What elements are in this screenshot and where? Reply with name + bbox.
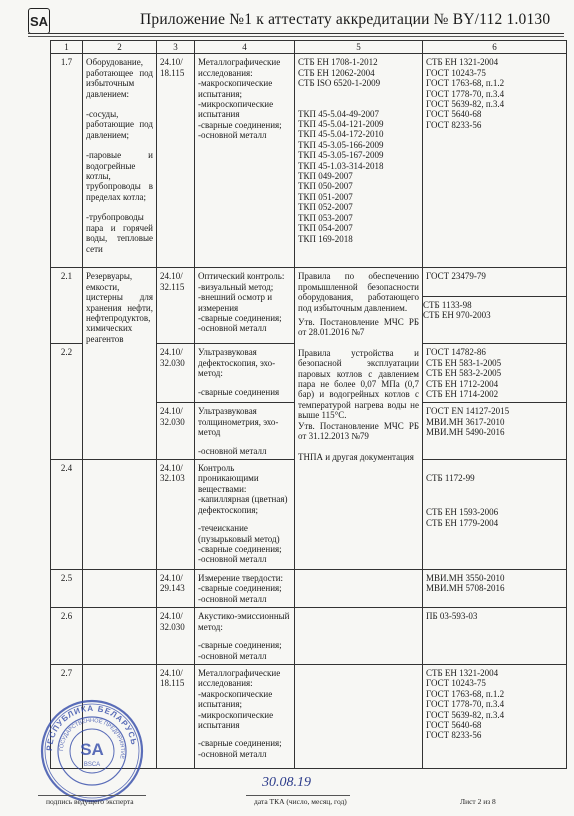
test-doc: ГОСТ 1778-70, п.3.4 xyxy=(426,88,505,99)
test-doc: МВИ.МН 3617-2010 xyxy=(426,416,505,427)
characteristic-cell xyxy=(195,460,295,570)
method-doc: СТБ ЕН 1708-1-2012 xyxy=(298,57,378,68)
code-cell: 24.10/ 29.143 xyxy=(157,570,195,608)
characteristic-line: -микроскопические испытания xyxy=(198,99,274,120)
method-doc: ТКП 45-1.03-314-2018 xyxy=(298,160,384,171)
test-doc: ГОСТ 5640-68 xyxy=(426,109,482,120)
logo: SA xyxy=(28,8,50,34)
date-line xyxy=(246,795,350,796)
test-doc: СТБ ЕН 1779-2004 xyxy=(426,517,499,528)
characteristic-line: -макроскопические испытания; xyxy=(198,688,273,710)
test-docs-cell xyxy=(423,664,567,768)
row-number: 1.7 xyxy=(51,54,83,268)
characteristic-cell xyxy=(195,608,295,665)
characteristic-line: Ультразвуковая толщинометрия, эхо-метод xyxy=(198,406,279,438)
test-docs-cell xyxy=(423,403,567,460)
test-doc: СТБ ЕН 1321-2004 xyxy=(426,57,499,68)
test-doc: СТБ ЕН 1712-2004 xyxy=(426,378,499,389)
method-doc: ТКП 45-3.05-166-2009 xyxy=(298,139,384,150)
signature-label: подпись ведущего эксперта xyxy=(46,797,134,806)
object-line: Оборудование, работающее под избыточным давлением: xyxy=(86,57,153,99)
characteristic-cell xyxy=(195,664,295,768)
table-row xyxy=(51,268,567,344)
test-docs-cell xyxy=(423,570,567,608)
col-number-4: 4 xyxy=(195,41,295,54)
col-number-3: 3 xyxy=(157,41,195,54)
row-number: 2.1 xyxy=(51,268,83,344)
characteristic-line: Металлографические исследования: xyxy=(198,667,281,689)
test-doc: МВИ.МН 5708-2016 xyxy=(426,583,505,594)
characteristic-line: -капиллярная (цветная) дефектоскопия; xyxy=(198,494,288,515)
characteristic-line: -основной металл xyxy=(198,554,267,565)
method-docs-cell-empty xyxy=(295,664,423,768)
method-doc: ТКП 053-2007 xyxy=(298,212,353,223)
method-doc: ТНПА и другая документация xyxy=(298,451,414,462)
method-doc: ТКП 45-5.04-121-2009 xyxy=(298,119,384,130)
object-cell xyxy=(83,54,157,268)
method-doc: СТБ ISO 6520-1-2009 xyxy=(298,78,381,89)
col-number-2: 2 xyxy=(83,41,157,54)
characteristic-line: -течеискание (пузырьковый метод) xyxy=(198,523,280,544)
characteristic-line: -сварные соединения; xyxy=(198,119,282,130)
method-doc: ТКП 45-3.05-167-2009 xyxy=(298,150,384,161)
test-docs-cell xyxy=(423,460,567,570)
characteristic-cell xyxy=(195,268,295,344)
object-cell: Резервуары, емкости, цистерны для хранения нефти, нефтепродуктов, химических реагентов xyxy=(83,268,157,460)
object-cell-empty xyxy=(83,608,157,665)
col-number-5: 5 xyxy=(295,41,423,54)
method-doc: ТКП 049-2007 xyxy=(298,171,353,182)
test-doc: ГОСТ 1778-70, п.3.4 xyxy=(426,699,505,710)
signature-line xyxy=(38,795,146,796)
test-doc: ГОСТ 10243-75 xyxy=(426,67,486,78)
method-doc: ТКП 169-2018 xyxy=(298,233,353,244)
test-doc: ГОСТ 23479-79 xyxy=(426,271,486,282)
method-doc: Утв. Постановление МЧС РБ от 31.12.2013 №79 xyxy=(298,420,419,442)
test-doc: ГОСТ 1763-68, п.1.2 xyxy=(426,688,505,699)
code-cell: 24.10/ 32.030 xyxy=(157,608,195,665)
method-docs-cell xyxy=(295,54,423,268)
test-doc: ГОСТ 8233-56 xyxy=(426,730,482,741)
object-line: -сосуды, работающие под давлением; xyxy=(86,109,153,140)
code-cell: 24.10/ 32.115 xyxy=(157,268,195,344)
test-doc: ГОСТ 5640-68 xyxy=(426,719,482,730)
table-row xyxy=(51,570,567,608)
test-doc: СТБ ЕН 1321-2004 xyxy=(426,667,499,678)
stamp-center-sub: BSCA xyxy=(83,762,101,768)
method-doc: ТКП 050-2007 xyxy=(298,181,353,192)
code-cell: 24.10/ 32.030 xyxy=(157,344,195,403)
characteristic-line: -сварные соединения xyxy=(198,386,280,397)
test-doc: ГОСТ 14782-86 xyxy=(426,347,486,358)
row-number: 2.4 xyxy=(51,460,83,570)
method-doc: Правила по обеспечению промышленной безопасности оборудования, работающего под избыточным давлением. xyxy=(298,271,419,313)
characteristic-line: Измерение твердости: xyxy=(198,573,284,584)
characteristic-line: Акустико-эмиссионный метод: xyxy=(198,611,290,632)
object-line: -трубопроводы пара и горячей воды, тепловые сети xyxy=(86,212,153,254)
object-cell-empty xyxy=(83,570,157,608)
page-number: Лист 2 из 8 xyxy=(460,797,496,806)
test-doc: МВИ.МН 5490-2016 xyxy=(426,427,505,438)
characteristic-line: Металлографические исследования: xyxy=(198,57,281,78)
row-number: 2.2 xyxy=(51,344,83,460)
characteristic-line: -основной металл xyxy=(198,445,267,456)
row-number: 2.7 xyxy=(51,664,83,768)
table-row xyxy=(51,608,567,665)
test-doc: ПБ 03-593-03 xyxy=(426,611,478,622)
test-doc: ГОСТ 10243-75 xyxy=(426,678,486,689)
method-docs-cell-empty xyxy=(295,570,423,608)
characteristic-line: -микроскопические испытания xyxy=(198,709,274,730)
test-doc: СТБ ЕН 583-1-2005 xyxy=(426,357,502,368)
method-doc: Правила устройства и безопасной эксплуатации паровых котлов с давлением пара не более 0,07 МПа (0,7 бар) и водогрейных котлов с температурой нагрева воды не выше 115°С. xyxy=(298,347,419,421)
table-row xyxy=(51,54,567,268)
characteristic-line: -сварные соединения; xyxy=(198,583,282,594)
col-number-6: 6 xyxy=(423,41,567,54)
code-cell: 24.10/ 18.115 xyxy=(157,54,195,268)
test-docs-cell xyxy=(423,344,567,403)
characteristic-line: -основной металл xyxy=(198,650,267,661)
characteristic-line: -макроскопические испытания; xyxy=(198,78,273,99)
characteristic-line: Контроль проникающими веществами: xyxy=(198,463,259,494)
method-doc: ТКП 45-5.04-172-2010 xyxy=(298,129,384,140)
test-doc: СТБ ЕН 1714-2002 xyxy=(426,389,499,400)
characteristic-line: -сварные соединения; xyxy=(198,543,282,554)
handwritten-date: 30.08.19 xyxy=(262,775,311,790)
test-docs-cell xyxy=(423,268,567,344)
test-doc: СТБ ЕН 970-2003 xyxy=(423,310,491,321)
test-doc: СТБ 1172-99 xyxy=(426,473,475,484)
test-doc: ГОСТ EN 14127-2015 xyxy=(426,406,510,417)
characteristic-line: -основной металл xyxy=(198,130,267,141)
method-doc: Утв. Постановление МЧС РБ от 28.01.2016 №7 xyxy=(298,317,419,338)
stamp-inner-text: ГОСУДАРСТВЕННОЕ ПРЕДПРИЯТИЕ xyxy=(58,717,126,760)
characteristic-line: -основной металл xyxy=(198,593,267,604)
test-docs-cell xyxy=(423,54,567,268)
row-number: 2.5 xyxy=(51,570,83,608)
stamp-center-text: SA xyxy=(80,740,104,759)
test-doc: МВИ.МН 3550-2010 xyxy=(426,573,505,584)
method-docs-cell xyxy=(295,268,423,570)
code-cell: 24.10/ 18.115 xyxy=(157,664,195,768)
test-docs-cell xyxy=(423,608,567,665)
method-doc: ТКП 054-2007 xyxy=(298,223,353,234)
characteristic-line: Ультразвуковая дефектоскопия, эхо-метод: xyxy=(198,347,276,379)
method-doc: ТКП 45-5.04-49-2007 xyxy=(298,108,379,119)
test-doc: ГОСТ 1763-68, п.1.2 xyxy=(426,78,505,89)
characteristic-line: -визуальный метод; xyxy=(198,281,274,292)
characteristic-line: Оптический контроль: xyxy=(198,271,285,282)
stamp-ring-text: РЕСПУБЛИКА БЕЛАРУСЬ xyxy=(44,703,139,752)
date-label: дата ТКА (число, месяц, год) xyxy=(254,797,347,806)
test-doc: СТБ 1133-98 xyxy=(423,299,472,310)
characteristic-cell xyxy=(195,403,295,460)
test-doc: СТБ ЕН 583-2-2005 xyxy=(426,368,502,379)
row-number: 2.6 xyxy=(51,608,83,665)
test-doc: ГОСТ 8233-56 xyxy=(426,119,482,130)
code-cell: 24.10/ 32.030 xyxy=(157,403,195,460)
object-cell-empty xyxy=(83,460,157,570)
code-cell: 24.10/ 32.103 xyxy=(157,460,195,570)
header-divider xyxy=(28,33,564,34)
accreditation-scope-table xyxy=(50,40,567,769)
method-doc: СТБ ЕН 12062-2004 xyxy=(298,67,375,78)
characteristic-line: -основной металл xyxy=(198,748,267,759)
method-docs-cell-empty xyxy=(295,608,423,665)
characteristic-cell xyxy=(195,54,295,268)
characteristic-line: -основной металл xyxy=(198,323,267,334)
test-doc: ГОСТ 5639-82, п.3.4 xyxy=(426,709,505,720)
column-number-row xyxy=(51,41,567,54)
method-doc: ТКП 051-2007 xyxy=(298,191,353,202)
test-doc: ГОСТ 5639-82, п.3.4 xyxy=(426,99,505,110)
method-doc: ТКП 052-2007 xyxy=(298,202,353,213)
characteristic-cell xyxy=(195,344,295,403)
object-line: -паровые и водогрейные котлы, трубопроводы в пределах котла; xyxy=(86,150,153,202)
characteristic-line: -сварные соединения; xyxy=(198,738,282,749)
official-stamp xyxy=(36,697,148,805)
test-doc: СТБ ЕН 1593-2006 xyxy=(426,507,499,518)
col-number-1: 1 xyxy=(51,41,83,54)
characteristic-line: -сварные соединения; xyxy=(198,640,282,651)
characteristic-cell xyxy=(195,570,295,608)
characteristic-line: -сварные соединения; xyxy=(198,313,282,324)
page-title: Приложение №1 к аттестату аккредитации № BY/112 1.0130 xyxy=(140,11,551,28)
characteristic-line: -внешний осмотр и измерения xyxy=(198,292,273,313)
header-divider-secondary xyxy=(28,36,564,37)
